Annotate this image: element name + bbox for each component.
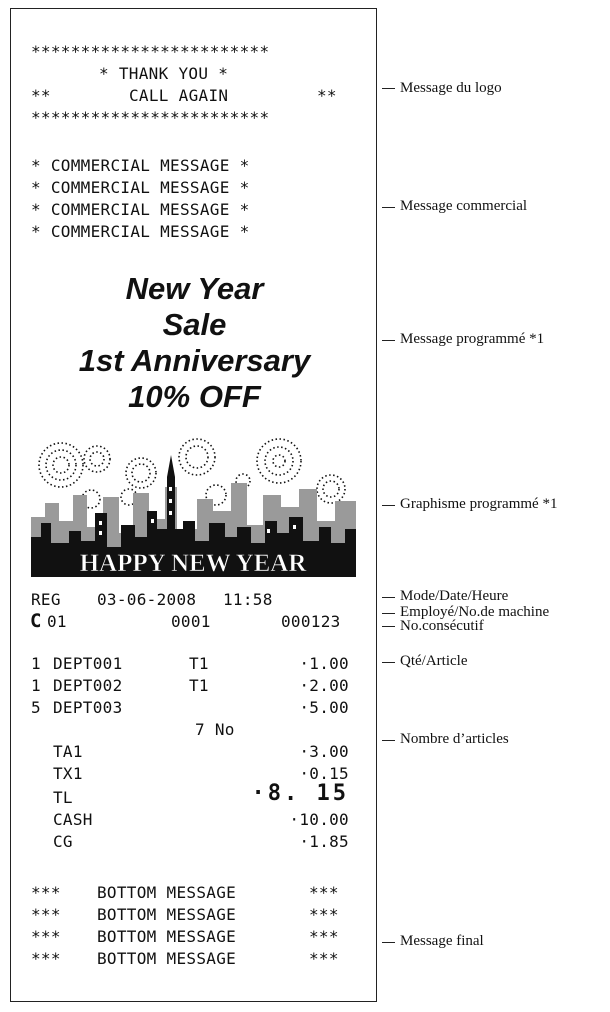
annotation-leader (382, 505, 395, 506)
bottom-message: BOTTOM MESSAGE (97, 949, 237, 968)
annotation-clerk-machine: Employé/No.de machine (400, 604, 550, 620)
promo-line: 1st Anniversary (78, 343, 311, 378)
total-value: ·3.00 (299, 742, 349, 761)
annotation-leader (382, 942, 395, 943)
logo-thank-you: * THANK YOU * (99, 64, 229, 83)
item-tax: T1 (189, 654, 209, 673)
promo-line: 10% OFF (128, 379, 261, 414)
item-qty: 5 (31, 698, 41, 717)
annotation-leader (382, 740, 395, 741)
date: 03-06-2008 (97, 590, 197, 609)
commercial-line: * COMMERCIAL MESSAGE * (31, 156, 250, 175)
annotation-consecutive: No.consécutif (400, 618, 484, 634)
annotation-mode-date-time: Mode/Date/Heure (400, 588, 509, 604)
total-label: CASH (53, 810, 93, 829)
total-value: ·1.85 (299, 832, 349, 851)
item-qty: 1 (31, 654, 41, 673)
logo-stars-left: ** (31, 86, 51, 105)
total-label: CG (53, 832, 73, 851)
consecutive-number: 000123 (281, 612, 341, 631)
item-amount: ·2.00 (299, 676, 349, 695)
commercial-line: * COMMERCIAL MESSAGE * (31, 222, 250, 241)
bottom-message: BOTTOM MESSAGE (97, 927, 237, 946)
bottom-message: BOTTOM MESSAGE (97, 905, 237, 924)
item-amount: ·5.00 (299, 698, 349, 717)
commercial-line: * COMMERCIAL MESSAGE * (31, 178, 250, 197)
total-value: ·0.15 (299, 764, 349, 783)
total-label: TX1 (53, 764, 83, 783)
annotation-leader (382, 88, 395, 89)
clerk-prefix: C (30, 610, 42, 632)
annotation-commercial-message: Message commercial (400, 198, 528, 214)
time: 11:58 (223, 590, 273, 609)
machine-number: 0001 (171, 612, 211, 631)
bottom-stars: *** (309, 905, 339, 924)
annotation-leader (382, 626, 395, 627)
item-name: DEPT002 (53, 676, 123, 695)
total-label: TL (53, 788, 73, 807)
promo-line: Sale (162, 307, 227, 342)
total-value: ·10.00 (289, 810, 349, 829)
item-tax: T1 (189, 676, 209, 695)
happy-new-year-graphic (31, 437, 356, 577)
annotation-item-count: Nombre d’articles (400, 731, 509, 747)
receipt (10, 8, 377, 1002)
annotation-programmed-graphic: Graphisme programmé *1 (400, 496, 558, 512)
clerk-number: 01 (47, 612, 67, 631)
annotation-leader (382, 662, 395, 663)
mode: REG (31, 590, 61, 609)
annotation-programmed-message: Message programmé *1 (400, 331, 545, 347)
grand-total: ·8. 15 (251, 781, 349, 806)
logo-star-row-bottom: ************************ (31, 108, 270, 127)
bottom-message: BOTTOM MESSAGE (97, 883, 237, 902)
logo-stars-right: ** (317, 86, 337, 105)
bottom-stars: *** (31, 949, 61, 968)
graphic-caption: HAPPY NEW YEAR (79, 550, 307, 577)
commercial-line: * COMMERCIAL MESSAGE * (31, 200, 250, 219)
item-qty: 1 (31, 676, 41, 695)
annotation-logo-message: Message du logo (400, 80, 502, 96)
item-count: 7 No (195, 720, 235, 739)
bottom-stars: *** (31, 927, 61, 946)
item-name: DEPT001 (53, 654, 123, 673)
total-label: TA1 (53, 742, 83, 761)
annotation-leader (382, 207, 395, 208)
logo-call-again: CALL AGAIN (129, 86, 229, 105)
annotation-leader (382, 597, 395, 598)
item-name: DEPT003 (53, 698, 123, 717)
bottom-stars: *** (309, 927, 339, 946)
bottom-stars: *** (309, 949, 339, 968)
logo-star-row-top: ************************ (31, 42, 270, 61)
annotation-leader (382, 340, 395, 341)
promo-line: New Year (125, 271, 264, 306)
bottom-stars: *** (31, 883, 61, 902)
annotation-final-message: Message final (400, 933, 484, 949)
item-amount: ·1.00 (299, 654, 349, 673)
annotation-qty-item: Qté/Article (400, 653, 468, 669)
bottom-stars: *** (309, 883, 339, 902)
annotation-leader (382, 613, 395, 614)
bottom-stars: *** (31, 905, 61, 924)
